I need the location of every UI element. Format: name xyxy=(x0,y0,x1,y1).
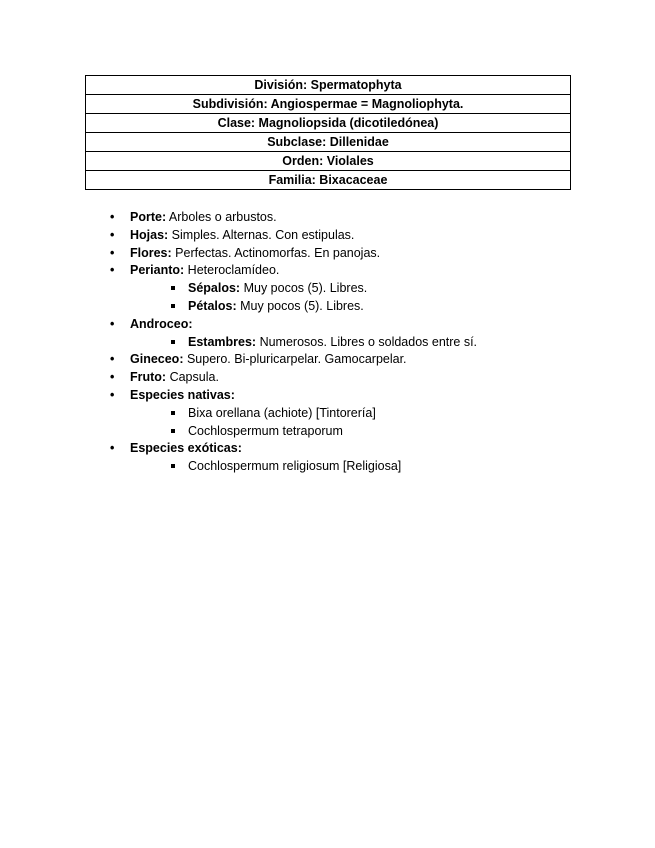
bullet-icon: • xyxy=(110,370,115,385)
taxonomy-family: Familia: Bixacaceae xyxy=(86,171,571,190)
table-row xyxy=(86,171,571,190)
taxonomy-order: Orden: Violales xyxy=(86,152,571,171)
table-row xyxy=(86,95,571,114)
list-item-petalos xyxy=(168,298,477,316)
item-label: Fruto: xyxy=(130,370,167,385)
item-label: Flores: xyxy=(130,245,172,260)
taxonomy-class: Clase: Magnoliopsida (dicotiledónea) xyxy=(86,114,571,133)
item-label: Hojas: xyxy=(130,227,169,242)
item-text: Simples. Alternas. Con estipulas. xyxy=(168,227,355,242)
species-name: Cochlospermum religiosum [Religiosa] xyxy=(188,459,402,474)
list-item-gineceo xyxy=(110,351,477,369)
bullet-icon: • xyxy=(110,263,115,278)
item-text: Arboles o arbustos. xyxy=(166,210,277,224)
list-item-estambres xyxy=(168,334,477,352)
square-bullet-icon xyxy=(171,304,175,308)
list-item-hojas xyxy=(110,227,477,245)
species-name: Cochlospermum tetraporum xyxy=(188,423,343,438)
bullet-icon: • xyxy=(110,316,115,331)
item-label: Especies exóticas: xyxy=(130,441,242,456)
item-text: Supero. Bi-pluricarpelar. Gamocarpelar. xyxy=(183,352,407,367)
list-item-sepalos xyxy=(168,280,477,298)
taxonomy-subclass: Subclase: Dillenidae xyxy=(86,133,571,152)
bullet-icon: • xyxy=(110,227,115,242)
exoticas-sublist xyxy=(130,458,477,476)
square-bullet-icon xyxy=(171,464,175,468)
bullet-icon: • xyxy=(110,245,115,260)
bullet-icon: • xyxy=(110,352,115,367)
square-bullet-icon xyxy=(171,286,175,290)
list-item-flores xyxy=(110,245,477,263)
taxonomy-subdivision: Subdivisión: Angiospermae = Magnoliophyta. xyxy=(86,95,571,114)
bullet-icon: • xyxy=(110,441,115,456)
list-item-species xyxy=(168,405,477,423)
item-text: Muy pocos (5). Libres. xyxy=(240,281,368,296)
list-item-fruto xyxy=(110,369,477,387)
taxonomy-table xyxy=(85,75,571,190)
perianto-sublist xyxy=(130,280,477,316)
item-label: Estambres: xyxy=(188,334,257,349)
item-label: Especies nativas: xyxy=(130,387,235,402)
item-label: Sépalos: xyxy=(188,281,241,296)
taxonomy-division: División: Spermatophyta xyxy=(86,76,571,95)
list-item-especies-exoticas xyxy=(110,440,477,476)
list-item-porte xyxy=(110,209,477,227)
square-bullet-icon xyxy=(171,429,175,433)
item-label: Gineceo: xyxy=(130,352,184,367)
square-bullet-icon xyxy=(171,340,175,344)
bullet-icon: • xyxy=(110,387,115,402)
list-item-species xyxy=(168,458,477,476)
item-text: Capsula. xyxy=(166,370,219,385)
androceo-sublist xyxy=(130,334,477,352)
item-text: Numerosos. Libres o soldados entre sí. xyxy=(256,334,478,349)
table-row xyxy=(86,152,571,171)
item-label: Porte: xyxy=(130,210,167,224)
list-item-androceo xyxy=(110,316,477,352)
item-label: Androceo: xyxy=(130,316,193,331)
item-text: Muy pocos (5). Libres. xyxy=(236,298,364,313)
bullet-icon: • xyxy=(110,210,115,224)
square-bullet-icon xyxy=(171,411,175,415)
item-text: Heteroclamídeo. xyxy=(184,263,280,278)
characteristics-list xyxy=(110,209,477,476)
list-item-species xyxy=(168,423,477,441)
item-text: Perfectas. Actinomorfas. En panojas. xyxy=(171,245,381,260)
item-label: Pétalos: xyxy=(188,298,237,313)
list-item-especies-nativas xyxy=(110,387,477,440)
nativas-sublist xyxy=(130,405,477,441)
list-item-perianto xyxy=(110,262,477,315)
table-row xyxy=(86,76,571,95)
table-row xyxy=(86,114,571,133)
item-label: Perianto: xyxy=(130,263,185,278)
species-name: Bixa orellana (achiote) [Tintorería] xyxy=(188,405,376,420)
table-row xyxy=(86,133,571,152)
